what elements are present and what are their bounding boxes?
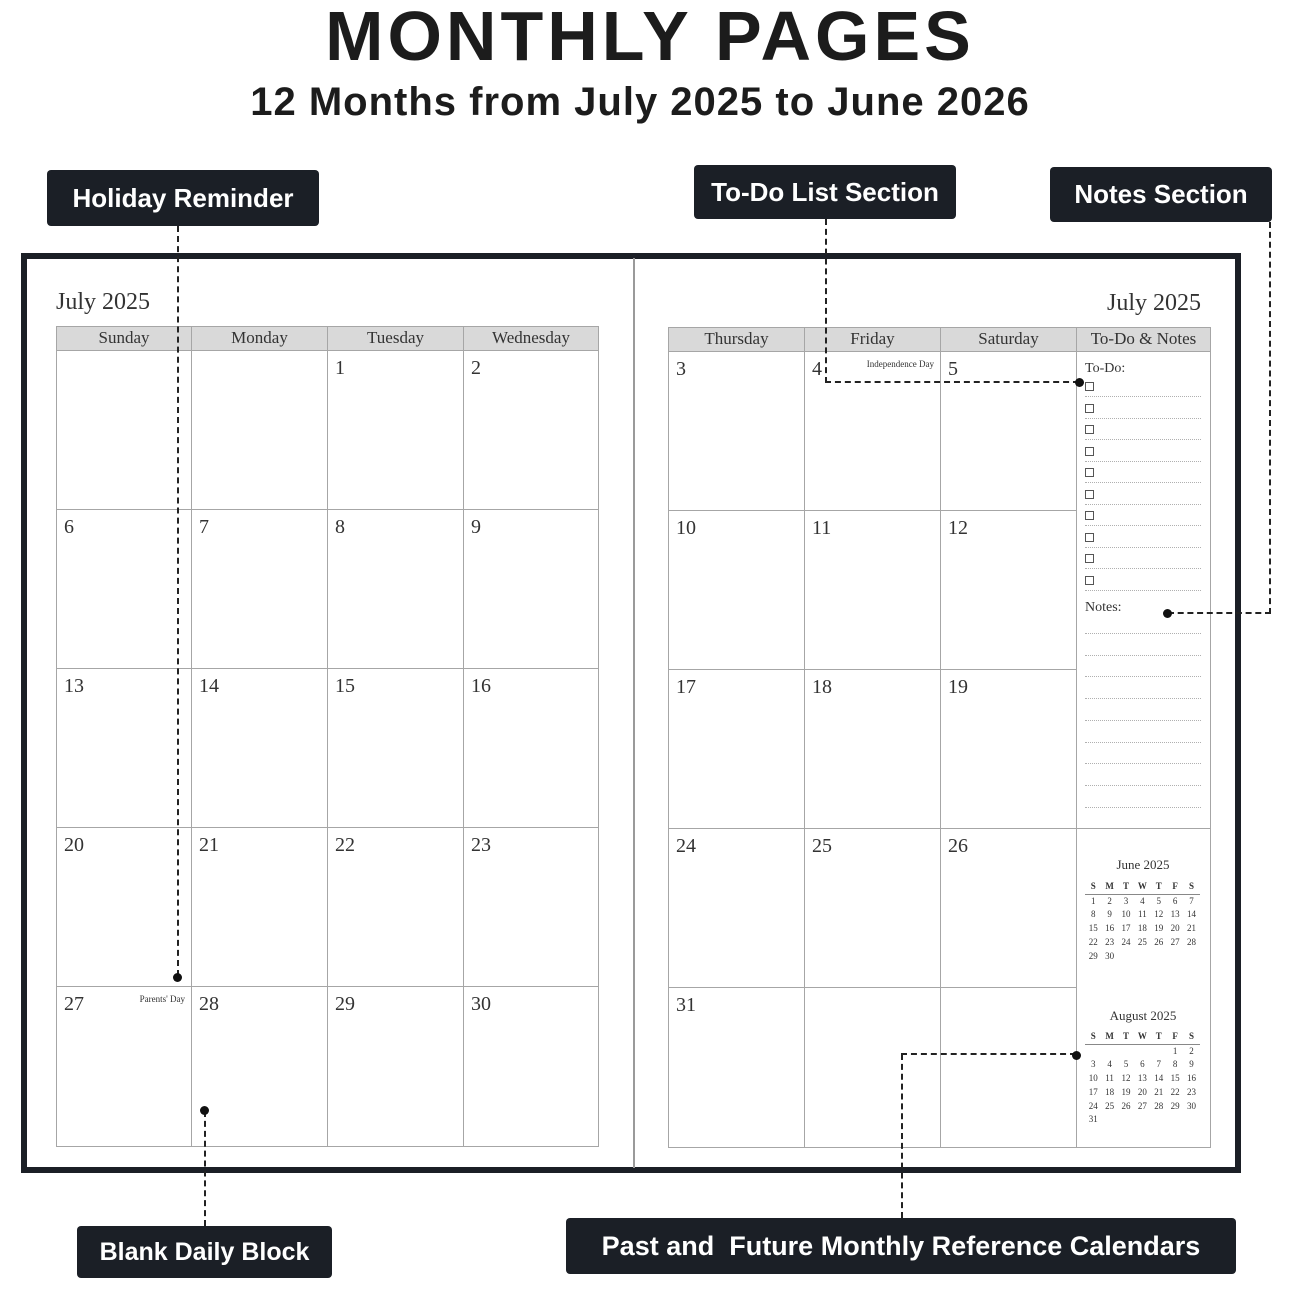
- mini-calendar-june: [1085, 880, 1200, 963]
- mini-day-header: F: [1167, 1030, 1183, 1045]
- mini-date: 6: [1172, 895, 1178, 906]
- day-cell: [192, 510, 328, 669]
- day-cell: [669, 829, 805, 988]
- date-number: 10: [676, 517, 696, 539]
- mini-date: 8: [1172, 1059, 1178, 1070]
- mini-date: 8: [1090, 909, 1096, 920]
- page-subtitle: 12 Months from July 2025 to June 2026: [250, 80, 1030, 124]
- mini-date: 5: [1123, 1059, 1129, 1070]
- mini-date: 21: [1154, 1086, 1164, 1097]
- mini-date: 24: [1088, 1100, 1098, 1111]
- date-number: 16: [471, 675, 491, 697]
- todo-line: [1085, 547, 1201, 548]
- mini-cal-title-june: June 2025: [1116, 857, 1170, 872]
- todo-connector-dot: [1075, 378, 1084, 387]
- mini-date: 9: [1189, 1059, 1194, 1070]
- checkbox-icon: [1085, 490, 1094, 499]
- right-month-title: July 2025: [1107, 290, 1202, 316]
- left-calendar-grid: [56, 326, 599, 1147]
- mini-date: 30: [1105, 950, 1115, 961]
- mini-date: 3: [1090, 1059, 1096, 1070]
- mini-date: 7: [1189, 895, 1194, 906]
- date-number: 4: [812, 358, 822, 380]
- mini-day-header: T: [1151, 1030, 1167, 1045]
- day-cell: [328, 510, 464, 669]
- day-cell: [941, 511, 1077, 670]
- todo-notes-block: [1077, 352, 1210, 829]
- date-number: 13: [64, 675, 84, 697]
- mini-date: 15: [1170, 1073, 1180, 1084]
- day-header: Sunday: [57, 327, 192, 351]
- date-number: 27: [64, 993, 84, 1015]
- mini-date: 15: [1088, 923, 1098, 934]
- todo-label: To-Do:: [1085, 361, 1126, 376]
- mini-date: 2: [1189, 1045, 1194, 1056]
- day-header: Saturday: [941, 328, 1077, 352]
- mini-date: 25: [1137, 936, 1147, 947]
- date-number: 1: [335, 357, 345, 379]
- date-number: 2: [471, 357, 481, 379]
- mini-date: 20: [1137, 1086, 1147, 1097]
- date-number: 14: [199, 675, 219, 697]
- day-cell: [941, 352, 1077, 511]
- todo-line: [1085, 590, 1201, 591]
- day-cell: [805, 670, 941, 829]
- date-number: 31: [676, 994, 696, 1016]
- mini-date: 4: [1140, 895, 1145, 906]
- day-header: Wednesday: [464, 327, 598, 351]
- todo-line: [1085, 396, 1201, 397]
- day-header: Thursday: [669, 328, 805, 352]
- mini-day-header: S: [1183, 1030, 1199, 1045]
- todo-section-label: To-Do List Section: [694, 165, 956, 219]
- date-number: 18: [812, 676, 832, 698]
- todo-line: [1085, 525, 1201, 526]
- mini-date: [1085, 1045, 1101, 1059]
- notes-line: [1085, 720, 1201, 721]
- day-cell: [941, 988, 1077, 1147]
- date-number: 23: [471, 834, 491, 856]
- mini-date: 22: [1088, 936, 1098, 947]
- mini-day-header: S: [1085, 1030, 1101, 1045]
- day-cell: [328, 828, 464, 987]
- day-cell: [805, 988, 941, 1147]
- mini-date: 5: [1156, 895, 1161, 906]
- mini-date: 23: [1105, 936, 1115, 947]
- checkbox-icon: [1085, 468, 1094, 477]
- todo-line: [1085, 461, 1201, 462]
- mini-date: [1134, 1045, 1150, 1059]
- mini-date: [1151, 1045, 1167, 1059]
- planner-spine: [633, 258, 635, 1168]
- mini-date: 28: [1187, 936, 1197, 947]
- mini-day-header: M: [1101, 880, 1117, 895]
- mini-date: 14: [1187, 909, 1197, 920]
- date-number: 25: [812, 835, 832, 857]
- todo-line: [1085, 418, 1201, 419]
- date-number: 12: [948, 517, 968, 539]
- mini-date: 6: [1140, 1059, 1145, 1070]
- mini-date: [1118, 1045, 1134, 1059]
- mini-date: 17: [1121, 923, 1131, 934]
- mini-date: 16: [1187, 1073, 1197, 1084]
- day-cell: [464, 351, 598, 510]
- mini-date: 2: [1107, 895, 1112, 906]
- date-number: 30: [471, 993, 491, 1015]
- day-cell: [328, 987, 464, 1146]
- mini-date: 11: [1138, 909, 1147, 920]
- notes-section-label: Notes Section: [1050, 167, 1272, 222]
- checkbox-icon: [1085, 404, 1094, 413]
- day-cell: [669, 670, 805, 829]
- mini-day-header: T: [1151, 880, 1167, 895]
- checkbox-icon: [1085, 425, 1094, 434]
- notes-connector-dot: [1163, 609, 1172, 618]
- mini-day-header: M: [1101, 1030, 1117, 1045]
- checkbox-icon: [1085, 447, 1094, 456]
- day-cell: [57, 669, 192, 828]
- day-cell: [57, 828, 192, 987]
- notes-line: [1085, 807, 1201, 808]
- day-cell: [192, 669, 328, 828]
- holiday-note: Independence Day: [866, 359, 934, 369]
- notes-connector-vertical: [1269, 222, 1271, 614]
- checkbox-icon: [1085, 382, 1094, 391]
- date-number: 17: [676, 676, 696, 698]
- mini-day-header: S: [1085, 880, 1101, 895]
- day-cell: [464, 828, 598, 987]
- date-number: 19: [948, 676, 968, 698]
- mini-date: 14: [1154, 1073, 1164, 1084]
- notes-line: [1085, 633, 1201, 634]
- date-number: 15: [335, 675, 355, 697]
- mini-date: 4: [1107, 1059, 1112, 1070]
- mini-date: 12: [1154, 909, 1164, 920]
- mini-date: 27: [1137, 1100, 1147, 1111]
- reference-connector-horizontal: [901, 1053, 1076, 1055]
- todo-line: [1085, 568, 1201, 569]
- date-number: 8: [335, 516, 345, 538]
- blank-block-connector-dot: [200, 1106, 209, 1115]
- mini-date: 24: [1121, 936, 1131, 947]
- mini-date: 23: [1187, 1086, 1197, 1097]
- todo-line: [1085, 439, 1201, 440]
- checkbox-icon: [1085, 576, 1094, 585]
- reference-connector-vertical: [901, 1054, 903, 1218]
- holiday-note: Parents' Day: [139, 994, 185, 1004]
- mini-date: 1: [1090, 895, 1096, 906]
- right-calendar-grid: [668, 327, 1211, 1148]
- page-title: MONTHLY PAGES: [325, 0, 975, 75]
- mini-date: 22: [1170, 1086, 1180, 1097]
- day-cell: [941, 670, 1077, 829]
- day-cell: [192, 351, 328, 510]
- mini-day-header: W: [1134, 880, 1150, 895]
- day-cell: [192, 987, 328, 1146]
- day-cell: [192, 828, 328, 987]
- blank-daily-block-label: Blank Daily Block: [77, 1226, 332, 1278]
- day-cell: [328, 669, 464, 828]
- date-number: 11: [812, 517, 832, 539]
- mini-date: 10: [1121, 909, 1131, 920]
- mini-date: [1101, 1045, 1117, 1059]
- mini-day-header: S: [1183, 880, 1199, 895]
- date-number: 26: [948, 835, 968, 857]
- notes-line: [1085, 785, 1201, 786]
- notes-connector-horizontal: [1168, 612, 1271, 614]
- mini-date: 11: [1105, 1073, 1114, 1084]
- mini-date: 16: [1105, 923, 1115, 934]
- reference-calendars-label: Past and Future Monthly Reference Calendars: [566, 1218, 1236, 1274]
- mini-date: 10: [1088, 1073, 1098, 1084]
- day-cell: [464, 510, 598, 669]
- date-number: 21: [199, 834, 219, 856]
- day-cell: [805, 829, 941, 988]
- day-cell: [464, 669, 598, 828]
- mini-calendar-august: [1085, 1030, 1200, 1127]
- day-header: Monday: [192, 327, 328, 351]
- date-number: 29: [335, 993, 355, 1015]
- mini-date: 18: [1105, 1086, 1115, 1097]
- todo-line: [1085, 504, 1201, 505]
- notes-label: Notes:: [1085, 600, 1122, 615]
- day-cell: [464, 987, 598, 1146]
- left-month-title: July 2025: [56, 289, 151, 315]
- date-number: 7: [199, 516, 209, 538]
- holiday-connector-dot: [173, 973, 182, 982]
- day-cell: [57, 987, 192, 1146]
- mini-date: 21: [1187, 923, 1197, 934]
- day-cell: [669, 511, 805, 670]
- notes-line: [1085, 676, 1201, 677]
- mini-date: 18: [1137, 923, 1147, 934]
- mini-date: 7: [1156, 1059, 1161, 1070]
- checkbox-icon: [1085, 511, 1094, 520]
- mini-date: 29: [1170, 1100, 1180, 1111]
- mini-date: 27: [1170, 936, 1180, 947]
- date-number: 3: [676, 358, 686, 380]
- date-number: 22: [335, 834, 355, 856]
- day-cell: [57, 351, 192, 510]
- date-number: 24: [676, 835, 696, 857]
- todo-connector-vertical: [825, 219, 827, 383]
- mini-date: 31: [1088, 1114, 1098, 1125]
- day-cell: [57, 510, 192, 669]
- day-cell: [941, 829, 1077, 988]
- blank-block-connector-line: [204, 1111, 206, 1226]
- day-cell: [669, 352, 805, 511]
- date-number: 5: [948, 358, 958, 380]
- mini-date: 28: [1154, 1100, 1164, 1111]
- mini-date: 9: [1107, 909, 1112, 920]
- mini-date: 13: [1137, 1073, 1147, 1084]
- mini-date: 19: [1154, 923, 1164, 934]
- mini-date: 26: [1154, 936, 1164, 947]
- mini-date: 30: [1187, 1100, 1197, 1111]
- date-number: 9: [471, 516, 481, 538]
- todo-connector-horizontal: [825, 381, 1079, 383]
- notes-line: [1085, 655, 1201, 656]
- mini-date: 29: [1088, 950, 1098, 961]
- mini-day-header: T: [1118, 1030, 1134, 1045]
- mini-date: 20: [1170, 923, 1180, 934]
- mini-date: 26: [1121, 1100, 1131, 1111]
- mini-cal-title-august: August 2025: [1109, 1008, 1177, 1023]
- todo-line: [1085, 482, 1201, 483]
- mini-date: 12: [1121, 1073, 1131, 1084]
- day-header: Tuesday: [328, 327, 464, 351]
- date-number: 6: [64, 516, 74, 538]
- mini-date: 1: [1172, 1045, 1178, 1056]
- day-cell: [669, 988, 805, 1147]
- mini-date: 17: [1088, 1086, 1098, 1097]
- mini-day-header: W: [1134, 1030, 1150, 1045]
- holiday-connector-line: [177, 226, 179, 976]
- notes-column-header: To-Do & Notes: [1077, 328, 1210, 352]
- notes-line: [1085, 742, 1201, 743]
- checkbox-icon: [1085, 554, 1094, 563]
- mini-date: 19: [1121, 1086, 1131, 1097]
- notes-line: [1085, 698, 1201, 699]
- date-number: 20: [64, 834, 84, 856]
- date-number: 28: [199, 993, 219, 1015]
- mini-day-header: F: [1167, 880, 1183, 895]
- reference-connector-dot: [1072, 1051, 1081, 1060]
- mini-date: 25: [1105, 1100, 1115, 1111]
- day-cell: [805, 511, 941, 670]
- holiday-reminder-label: Holiday Reminder: [47, 170, 319, 226]
- day-header: Friday: [805, 328, 941, 352]
- notes-line: [1085, 763, 1201, 764]
- mini-day-header: T: [1118, 880, 1134, 895]
- day-cell: [328, 351, 464, 510]
- checkbox-icon: [1085, 533, 1094, 542]
- mini-date: 13: [1170, 909, 1180, 920]
- mini-date: 3: [1123, 895, 1129, 906]
